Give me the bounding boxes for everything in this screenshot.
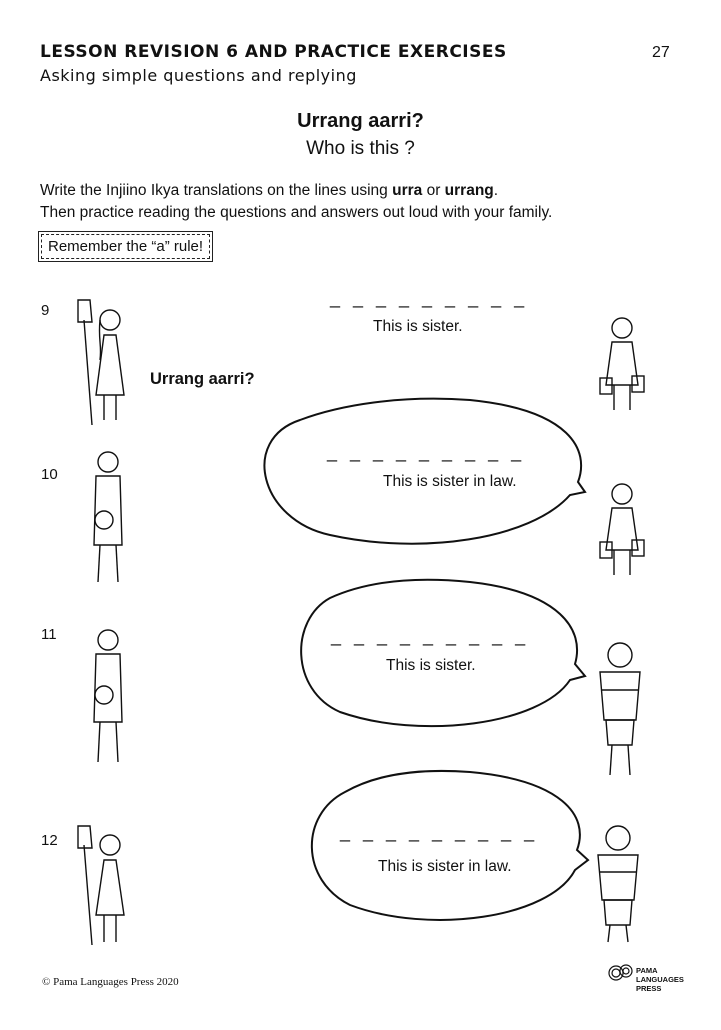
speech-bubble-11 bbox=[301, 580, 585, 726]
speech-bubble-10 bbox=[264, 399, 585, 544]
instruction-line-1 bbox=[40, 182, 498, 200]
instruction-text: . bbox=[493, 182, 499, 199]
woman-with-bags-figure-9 bbox=[600, 318, 644, 410]
answer-blank-9[interactable]: _ _ _ _ _ _ _ _ _ bbox=[330, 288, 529, 308]
speech-bubble-12 bbox=[312, 771, 588, 920]
english-sentence-12: This is sister in law. bbox=[378, 858, 512, 875]
girl-with-broom-figure-9 bbox=[78, 300, 124, 425]
woman-with-bags-figure-10 bbox=[600, 484, 644, 575]
answer-blank-12[interactable]: _ _ _ _ _ _ _ _ _ bbox=[340, 822, 539, 842]
man-arms-crossed-figure-12 bbox=[598, 826, 638, 942]
instruction-text: or bbox=[422, 182, 445, 199]
exercise-number-10: 10 bbox=[41, 466, 58, 483]
page-title: Urrang aarri? bbox=[297, 110, 424, 132]
instruction-text: Write the Injiino Ikya translations on the lines using bbox=[40, 182, 393, 199]
instruction-word-urra: urra bbox=[392, 182, 423, 199]
logo-line: PRESS bbox=[636, 984, 662, 993]
page-number: 27 bbox=[652, 44, 670, 61]
girl-with-flowers-figure-10 bbox=[94, 452, 122, 582]
copyright-footer: © Pama Languages Press 2020 bbox=[42, 976, 179, 988]
exercise-number-9: 9 bbox=[41, 302, 50, 319]
girl-with-flowers-figure-11 bbox=[94, 630, 122, 762]
exercise-number-12: 12 bbox=[41, 832, 58, 849]
logo-line: PAMA bbox=[636, 966, 658, 975]
answer-blank-10[interactable]: _ _ _ _ _ _ _ _ _ bbox=[327, 442, 526, 462]
instruction-line-2: Then practice reading the questions and answers out loud with your family. bbox=[40, 204, 553, 221]
instruction-word-urrang: urrang bbox=[444, 182, 494, 199]
english-sentence-11: This is sister. bbox=[386, 657, 476, 674]
lesson-title: LESSON REVISION 6 AND PRACTICE EXERCISES bbox=[40, 42, 507, 62]
lesson-subtitle: Asking simple questions and replying bbox=[40, 66, 357, 85]
reminder-box: Remember the “a” rule! bbox=[41, 234, 210, 259]
pama-logo-text bbox=[636, 966, 684, 993]
question-label: Urrang aarri? bbox=[150, 370, 255, 388]
pama-logo-icon bbox=[609, 965, 632, 980]
page-title-translation: Who is this ? bbox=[306, 138, 415, 159]
english-sentence-10: This is sister in law. bbox=[383, 473, 517, 490]
man-arms-crossed-figure-11 bbox=[600, 643, 640, 775]
logo-line: LANGUAGES bbox=[636, 975, 684, 984]
exercise-number-11: 11 bbox=[41, 626, 57, 643]
girl-with-broom-figure-12 bbox=[78, 826, 124, 945]
answer-blank-11[interactable]: _ _ _ _ _ _ _ _ _ bbox=[331, 626, 530, 646]
english-sentence-9: This is sister. bbox=[373, 318, 463, 335]
